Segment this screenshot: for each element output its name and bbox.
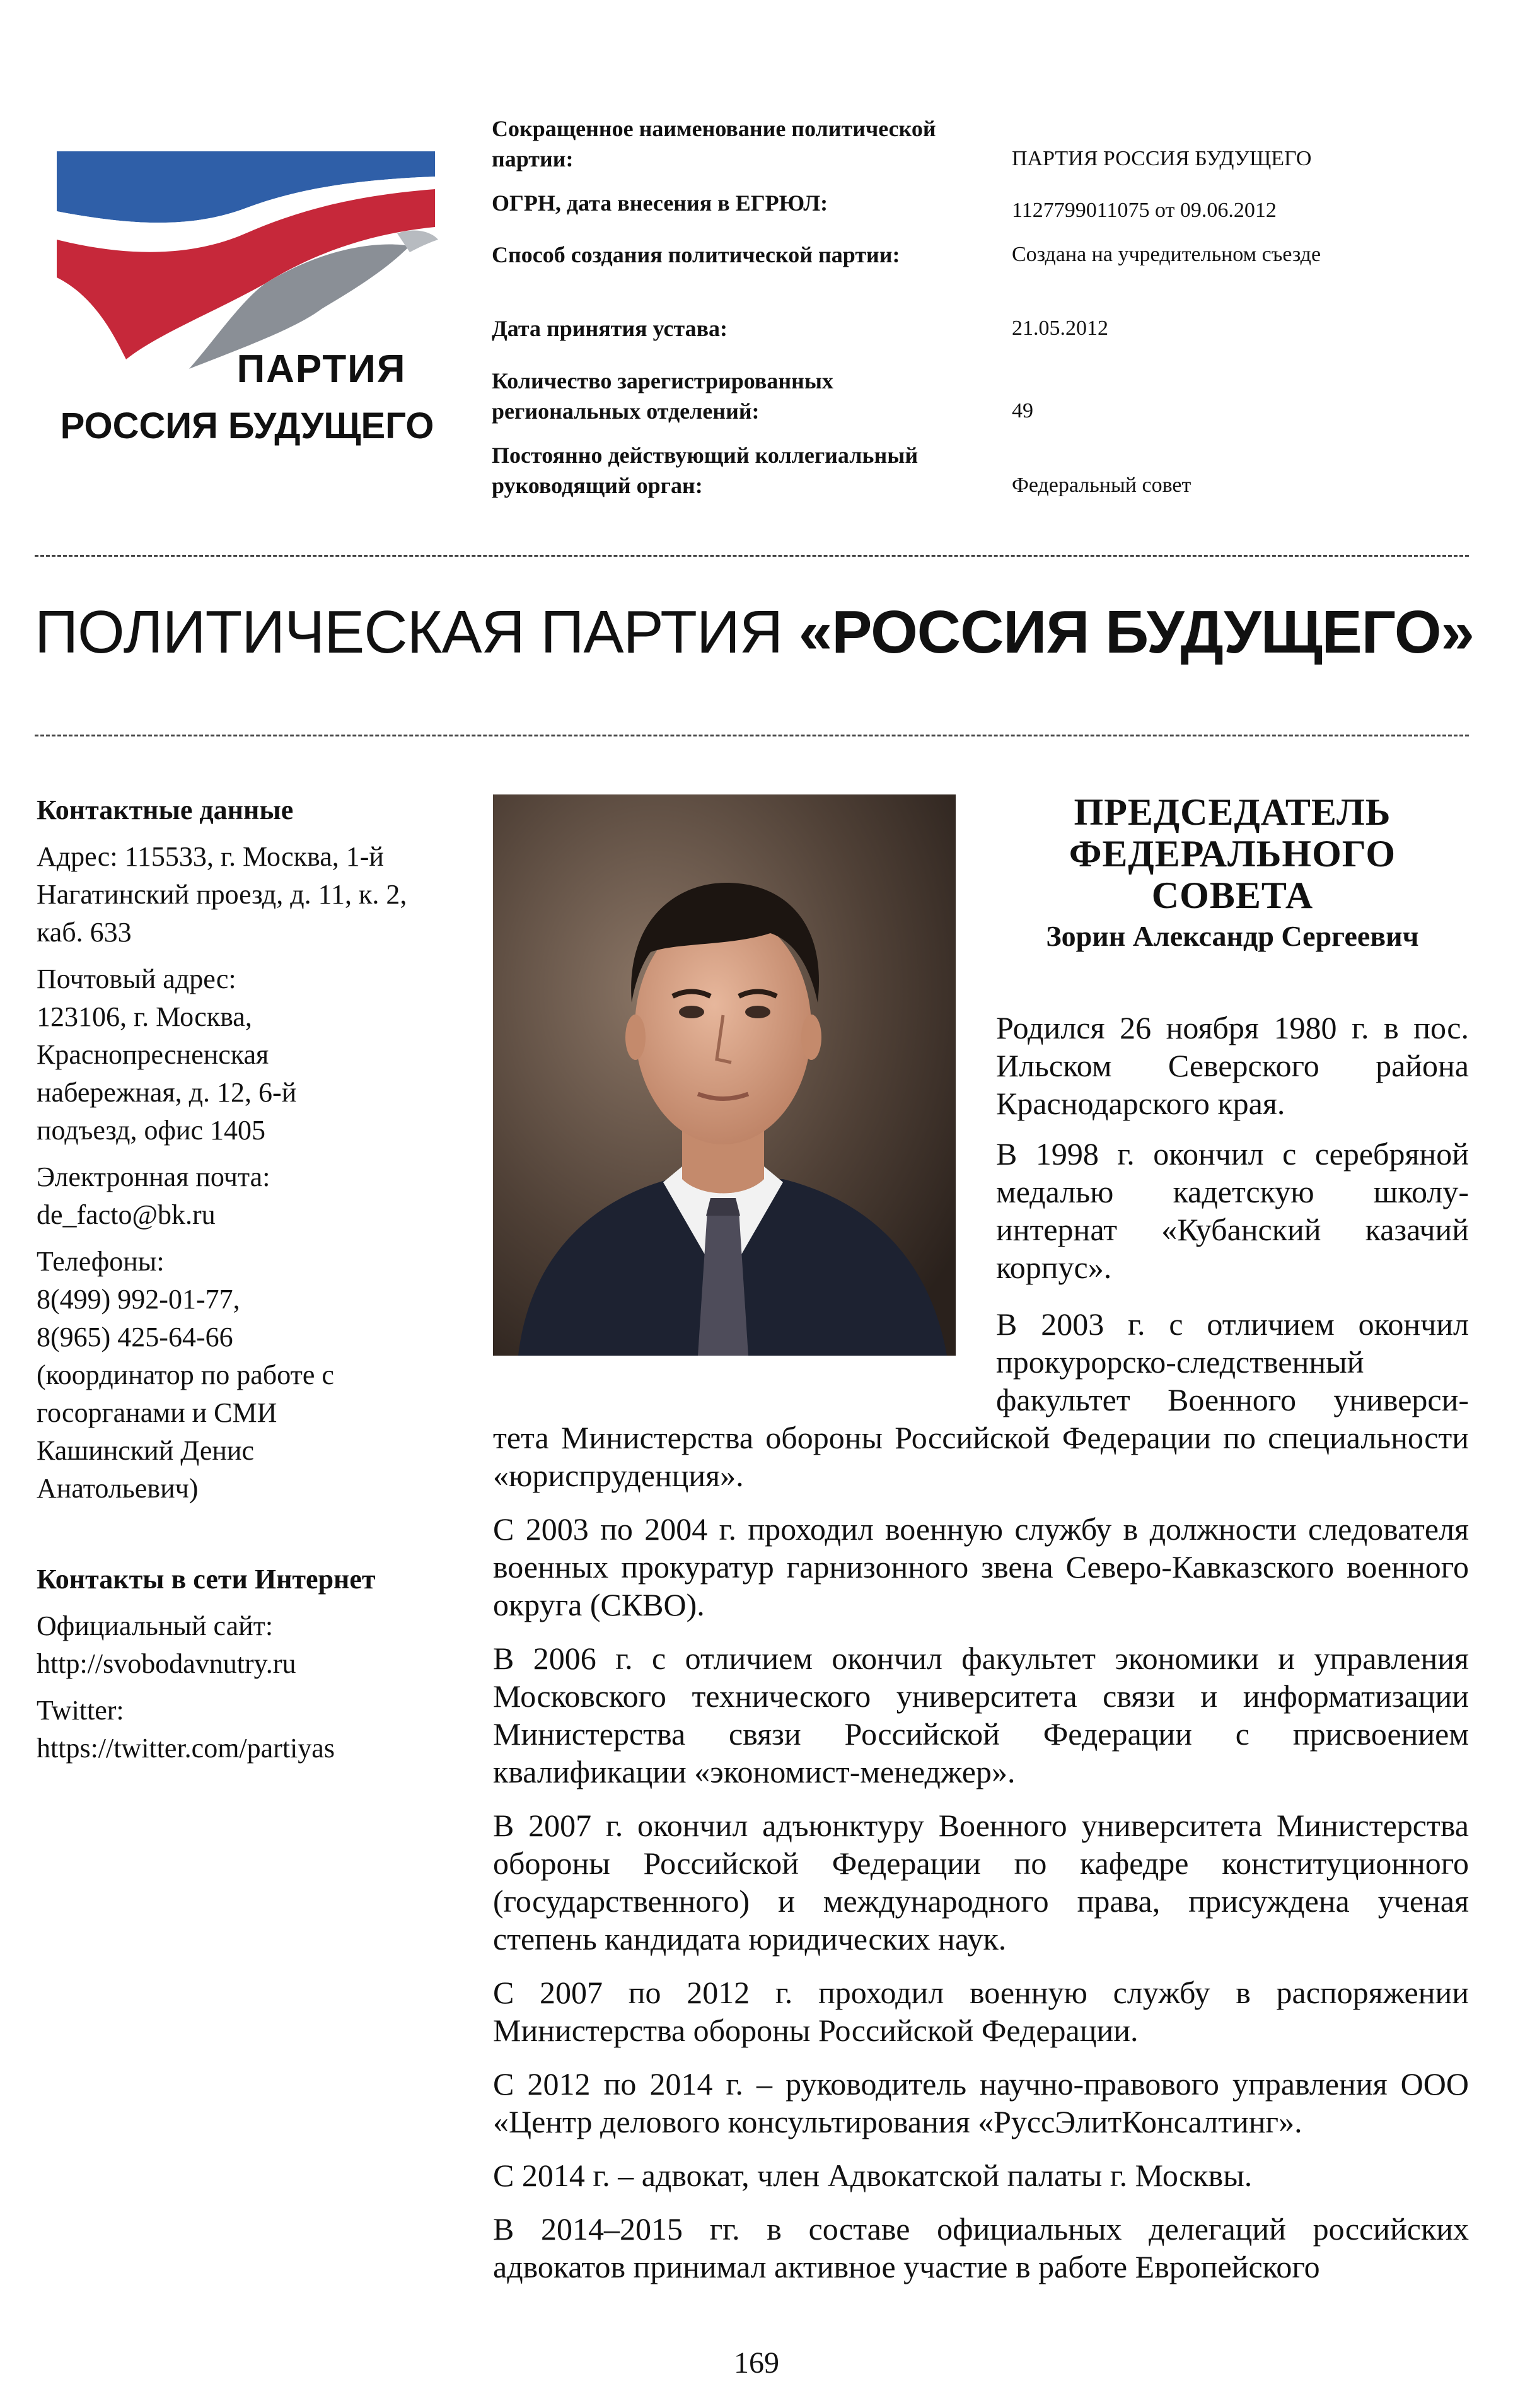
- bio-paragraph-2: В 1998 г. окончил с серебряной медалью кадетскую школу-интернат «Кубанский казачий корпус».: [996, 1136, 1469, 1285]
- bio-paragraph-7: С 2007 по 2012 г. проходил военную службу в распоряжении Министерства обороны Российской Федерации.: [493, 1975, 1469, 2048]
- info-label-governing-body: Постоянно действующий коллегиальный руководящий орган:: [492, 443, 919, 498]
- info-value-charter-date: 21.05.2012: [1012, 317, 1108, 340]
- contacts-phone-2: 8(965) 425-64-66: [37, 1322, 233, 1352]
- logo-text-party: ПАРТИЯ: [236, 347, 407, 391]
- chair-title: ПРЕДСЕДАТЕЛЬ ФЕДЕРАЛЬНОГО СОВЕТА: [1069, 791, 1396, 916]
- contacts-phones-label: Телефоны:: [37, 1246, 165, 1277]
- bio-paragraph-9: С 2014 г. – адвокат, член Адвокатской палаты г. Москвы.: [493, 2158, 1253, 2193]
- internet-twitter-label: Twitter:: [37, 1695, 124, 1726]
- contacts-email: de_facto@bk.ru: [37, 1199, 216, 1230]
- info-label-charter-date: Дата принятия устава:: [492, 316, 728, 341]
- internet-title: Контакты в сети Интернет: [37, 1564, 376, 1595]
- info-label-creation: Способ создания политической партии:: [492, 242, 900, 267]
- contacts-email-label: Электронная почта:: [37, 1161, 270, 1192]
- contacts-block: [37, 791, 440, 1508]
- divider-top: [35, 555, 1469, 557]
- bio-paragraph-1: Родился 26 ноября 1980 г. в пос. Ильском Северского района Краснодарского края.: [996, 1010, 1469, 1121]
- bio-paragraph-3-end: тета Министерства обороны Российской Федерации по специальности «юриспруденция».: [493, 1420, 1469, 1493]
- chair-name: Зорин Александр Сергеевич: [1046, 920, 1419, 952]
- portrait-photo: [493, 794, 956, 1356]
- bio-paragraph-3-start: В 2003 г. с отличием окончил прокурорско-следственный факультет Военного универси-: [996, 1306, 1469, 1417]
- contacts-phone-1: 8(499) 992-01-77,: [37, 1284, 240, 1315]
- internet-site-label: Официальный сайт:: [37, 1610, 274, 1641]
- page-title-bold: «РОССИЯ БУДУЩЕГО»: [798, 598, 1474, 666]
- contacts-phone-note: (координатор по работе с госорганами и СМИ Кашинский Денис Анатольевич): [37, 1359, 334, 1504]
- info-value-creation: Создана на учредительном съезде: [1012, 243, 1321, 266]
- internet-block: [37, 1561, 440, 1767]
- bio-paragraph-5: В 2006 г. с отличием окончил факультет экономики и управления Московского технического университета связи и информатизации Министерства связи Российской Федерации с присвоением квалификации «экономист-менеджер».: [493, 1641, 1469, 1789]
- contacts-title: Контактные данные: [37, 794, 294, 825]
- info-label-short-name: Сокращенное наименование политической партии:: [492, 116, 936, 172]
- info-label-ogrn: ОГРН, дата внесения в ЕГРЮЛ:: [492, 190, 828, 216]
- logo-text-name: РОССИЯ БУДУЩЕГО: [60, 405, 434, 446]
- info-label-branches: Количество зарегистрированных региональных отделений:: [492, 368, 833, 424]
- contacts-postal: 123106, г. Москва, Краснопресненская набережная, д. 12, 6-й подъезд, офис 1405: [37, 1001, 297, 1146]
- info-value-ogrn: 1127799011075 от 09.06.2012: [1012, 199, 1277, 222]
- contacts-address: Адрес: 115533, г. Москва, 1-й Нагатинский проезд, д. 11, к. 2, каб. 633: [37, 841, 407, 948]
- page-title-light: ПОЛИТИЧЕСКАЯ ПАРТИЯ: [35, 598, 799, 666]
- bio-paragraph-6: В 2007 г. окончил адъюнктуру Военного университета Министерства обороны Российской Федерации по кафедре конституционного (государственного) и международного права, присуждена ученая степень кандидата юридических наук.: [493, 1808, 1469, 1957]
- bio-paragraph-4: С 2003 по 2004 г. проходил военную службу в должности следователя военных прокуратур гарнизонного звена Северо-Кавказского военного округа (СКВО).: [493, 1511, 1469, 1622]
- bio-paragraph-10: В 2014–2015 гг. в составе официальных делегаций российских адвокатов принимал активное участие в работе Европейского: [493, 2211, 1469, 2284]
- internet-twitter-link[interactable]: https://twitter.com/partiyas: [37, 1733, 335, 1764]
- info-value-governing-body: Федеральный совет: [1012, 474, 1191, 497]
- page-number: 169: [734, 2346, 779, 2380]
- contacts-postal-label: Почтовый адрес:: [37, 963, 236, 994]
- internet-site-link[interactable]: http://svobodavnutry.ru: [37, 1648, 296, 1679]
- info-value-short-name: ПАРТИЯ РОССИЯ БУДУЩЕГО: [1012, 147, 1312, 170]
- divider-bottom: [35, 735, 1469, 736]
- chair-title-block: [996, 791, 1469, 954]
- info-value-branches: 49: [1012, 399, 1033, 422]
- page-title: [35, 598, 1478, 667]
- bio-paragraph-8: С 2012 по 2014 г. – руководитель научно-правового управления ООО «Центр делового консультирования «РуссЭлитКонсалтинг».: [493, 2066, 1469, 2139]
